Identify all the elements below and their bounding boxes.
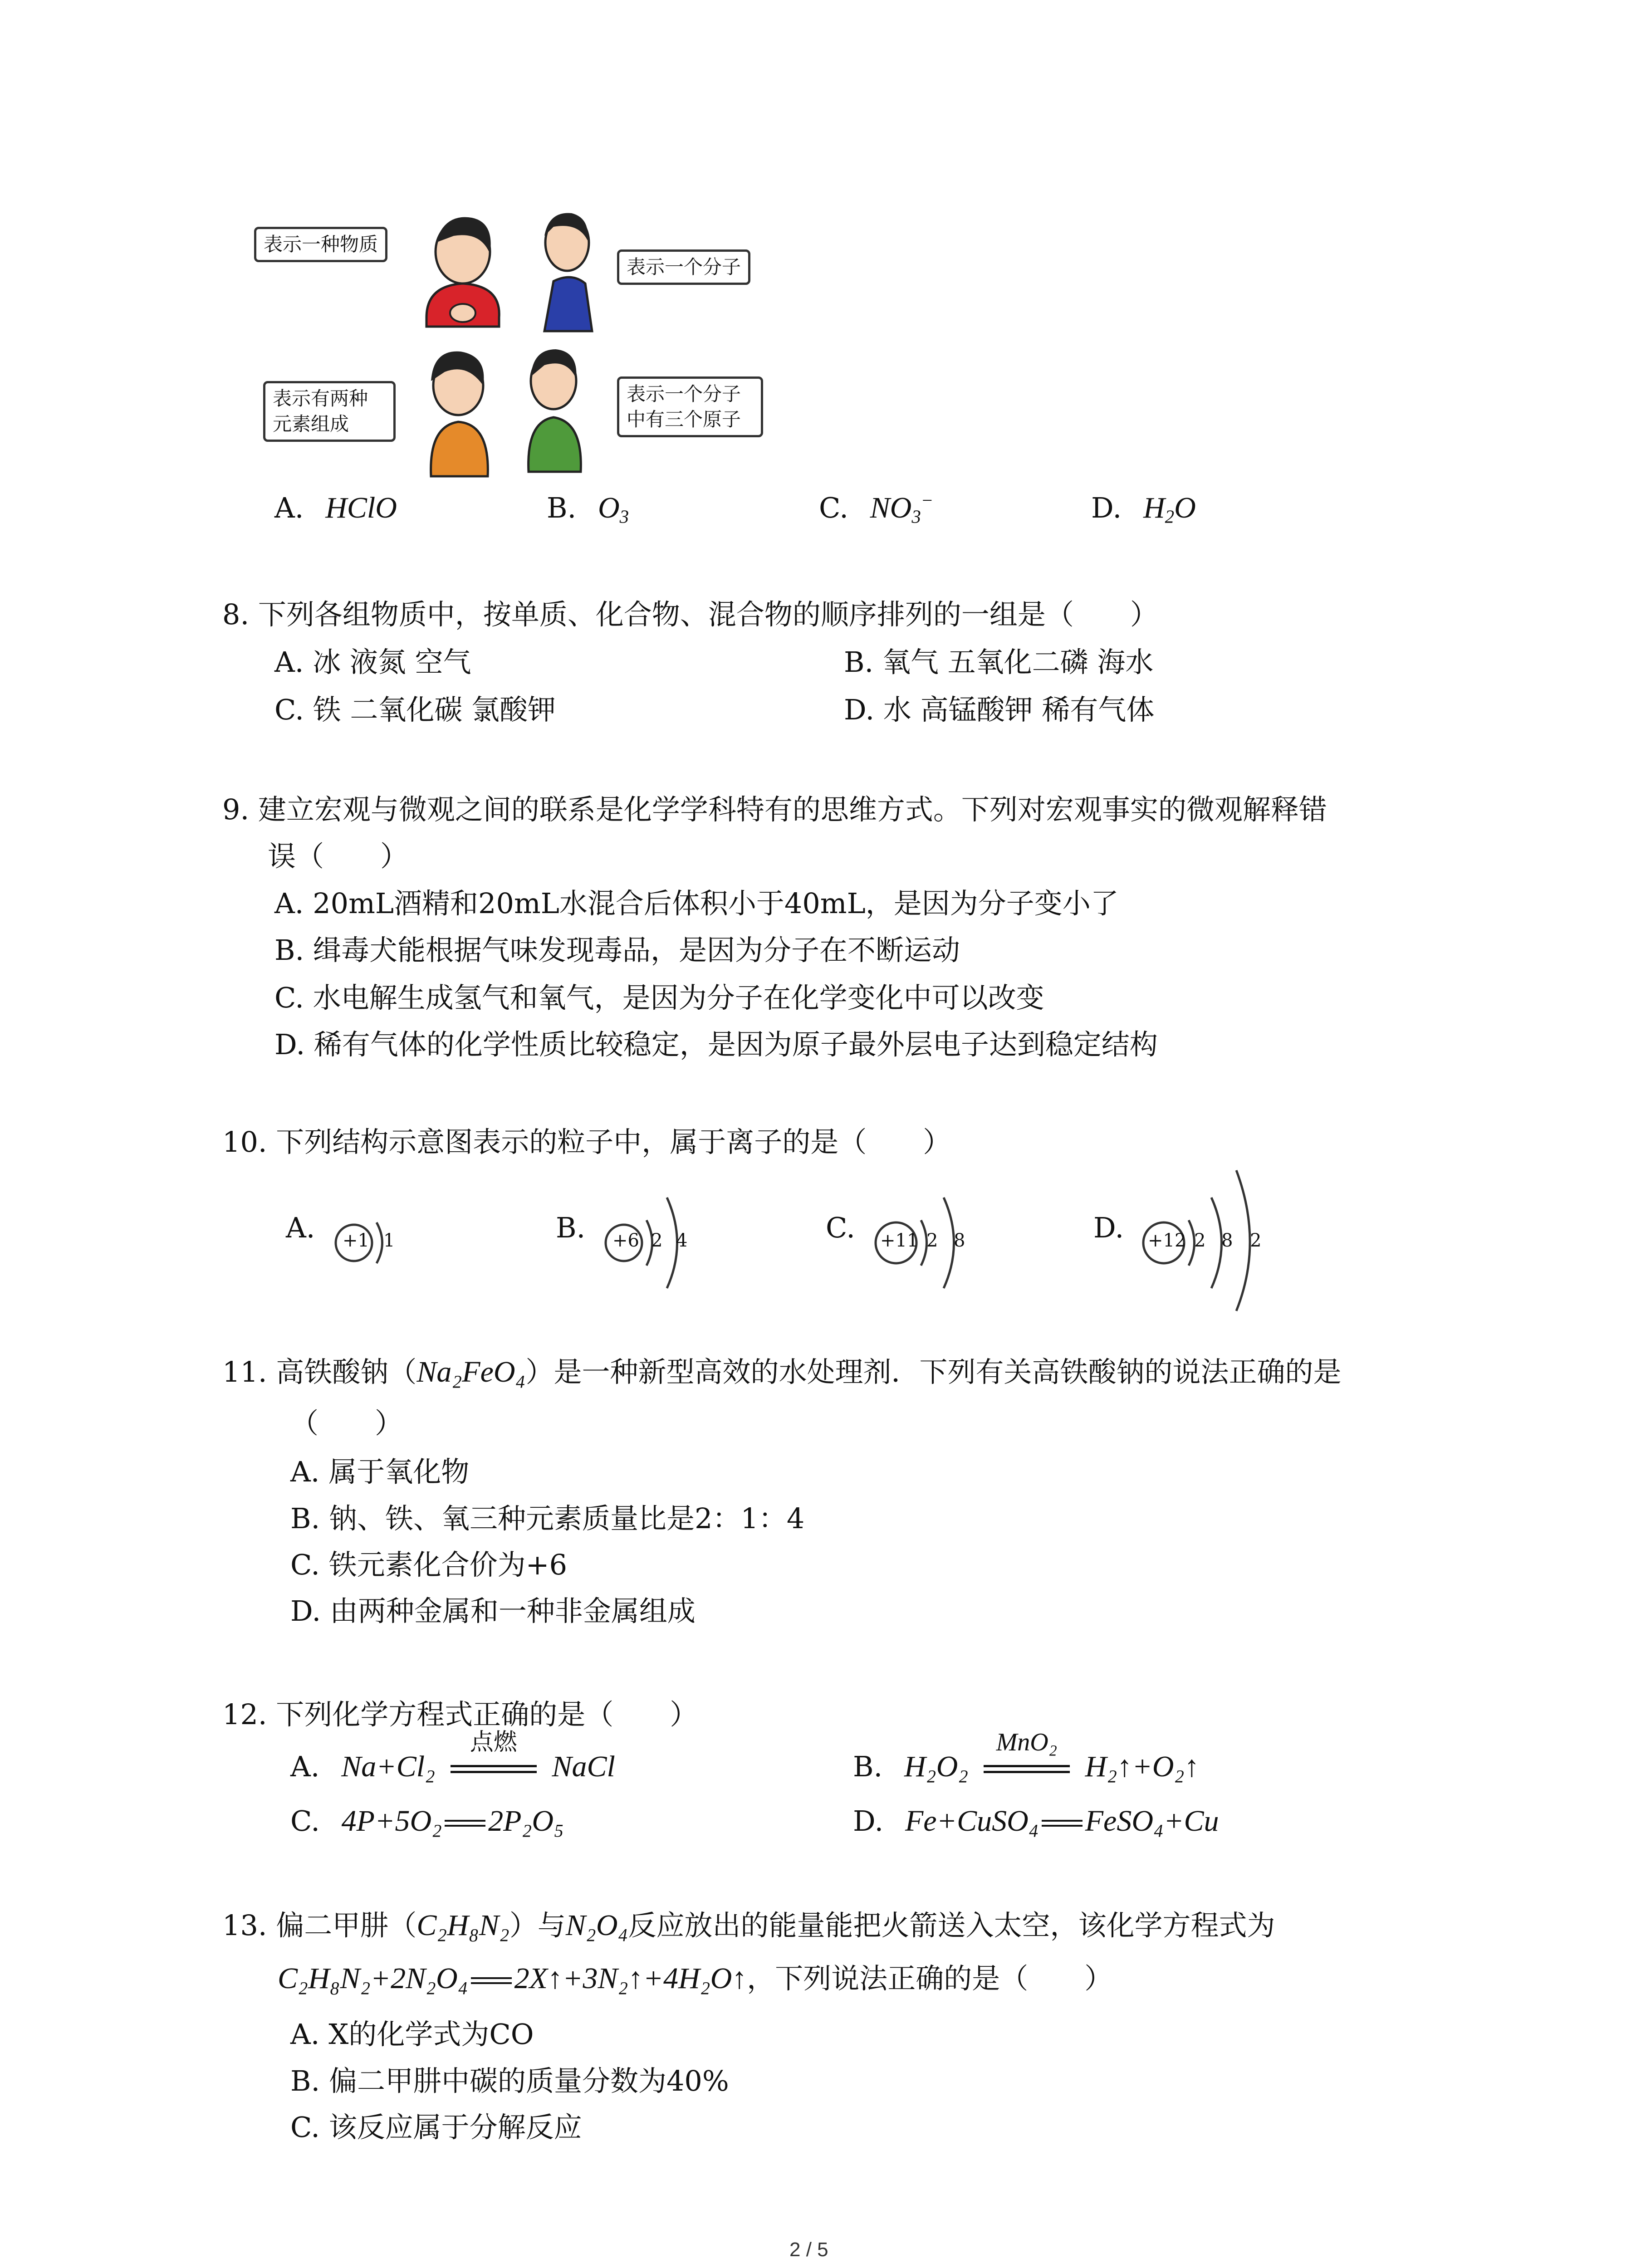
- q10-option-b: B. +6 2 4: [556, 1179, 737, 1297]
- equals-sign: [445, 1820, 485, 1827]
- q9-option-a: A. 20mL酒精和20mL水混合后体积小于40mL，是因为分子变小了: [274, 887, 1119, 920]
- q8-option-d: D. 水 高锰酸钾 稀有气体: [844, 693, 1155, 726]
- q8-option-b: B. 氧气 五氧化二磷 海水: [844, 645, 1154, 679]
- q10-stem: 10. 下列结构示意图表示的粒子中，属于离子的是（ ）: [222, 1125, 951, 1158]
- q12-option-a: A. Na+Cl₂ 点燃 NaCl: [290, 1749, 615, 1785]
- q11-option-c: C. 铁元素化合价为+6: [290, 1548, 568, 1581]
- q12-option-c: C. 4P+5O₂ 2P₂O₅: [290, 1804, 564, 1838]
- q8-option-c: C. 铁 二氧化碳 氯酸钾: [274, 693, 556, 726]
- q9-option-d: D. 稀有气体的化学性质比较稳定，是因为原子最外层电子达到稳定结构: [274, 1028, 1158, 1061]
- person-orange-shirt: [431, 352, 488, 476]
- q7-option-b: B. $O_3$: [547, 491, 629, 527]
- reaction-condition: 点燃: [444, 1749, 543, 1785]
- person-green-shirt: [529, 349, 581, 472]
- q13-option-b: B. 偏二甲肼中碳的质量分数为40%: [290, 2064, 729, 2097]
- q9-stem-line1: 9. 建立宏观与微观之间的联系是化学学科特有的思维方式。下列对宏观事实的微观解释错: [222, 793, 1327, 826]
- bubble-three-atoms: 表示一个分子中有三个原子: [617, 376, 763, 437]
- equals-sign: [471, 1977, 512, 1984]
- q10-option-d: D. +12 2 8 2: [1093, 1161, 1329, 1315]
- q13-option-a: A. X的化学式为CO: [290, 2018, 534, 2051]
- q11-option-d: D. 由两种金属和一种非金属组成: [290, 1594, 696, 1628]
- q13-stem: 13. 偏二甲肼（C₂H₈N₂）与N₂O₄反应放出的能量能把火箭送入太空，该化学方程式为: [222, 1909, 1275, 1942]
- q12-option-d: D. Fe+CuSO₄ FeSO₄+Cu: [853, 1804, 1219, 1838]
- q8-option-a: A. 冰 液氮 空气: [274, 645, 471, 679]
- page-number: 2 / 5: [789, 2239, 828, 2261]
- q11-option-b: B. 钠、铁、氧三种元素质量比是2：1：4: [290, 1502, 805, 1535]
- q11-stem-line2: （ ）: [290, 1407, 403, 1440]
- q11-option-a: A. 属于氧化物: [290, 1455, 470, 1488]
- q9-option-b: B. 缉毒犬能根据气味发现毒品，是因为分子在不断运动: [274, 934, 960, 967]
- q13-option-c: C. 该反应属于分解反应: [290, 2111, 582, 2144]
- person-blue-shirt: [544, 213, 592, 331]
- q7-option-c: C. $NO_3^-$: [819, 490, 934, 527]
- q10-option-c: C. +11 2 8: [826, 1179, 1016, 1297]
- q10-option-a: A. +1 1: [286, 1198, 422, 1288]
- bubble-two-elements: 表示有两种元素组成: [263, 381, 396, 442]
- bubble-molecule: 表示一个分子: [617, 249, 750, 285]
- q12-option-b: B. H₂O₂ MnO₂ H₂↑+O₂↑: [853, 1749, 1199, 1785]
- reaction-condition: MnO₂: [977, 1749, 1076, 1785]
- q9-option-c: C. 水电解生成氢气和氧气，是因为分子在化学变化中可以改变: [274, 981, 1044, 1014]
- q9-stem-line2: 误（ ）: [268, 840, 409, 873]
- q7-option-a: A. HClO: [274, 491, 397, 524]
- q8-stem: 8. 下列各组物质中，按单质、化合物、混合物的顺序排列的一组是（ ）: [222, 598, 1158, 631]
- q12-stem: 12. 下列化学方程式正确的是（ ）: [222, 1698, 698, 1731]
- q11-stem: 11. 高铁酸钠（Na₂FeO₄）是一种新型高效的水处理剂．下列有关高铁酸钠的说法正确的是: [222, 1355, 1342, 1388]
- q13-equation: C₂H₈N₂+2N₂O₄ 2X↑+3N₂↑+4H₂O↑，下列说法正确的是（ ）: [278, 1962, 1113, 1995]
- person-red-shirt: [426, 217, 499, 327]
- q7-figure: [254, 200, 798, 481]
- bubble-substance: 表示一种物质: [254, 227, 387, 262]
- q7-option-d: D. $H_2O$: [1091, 491, 1196, 527]
- equals-sign: [1042, 1820, 1083, 1827]
